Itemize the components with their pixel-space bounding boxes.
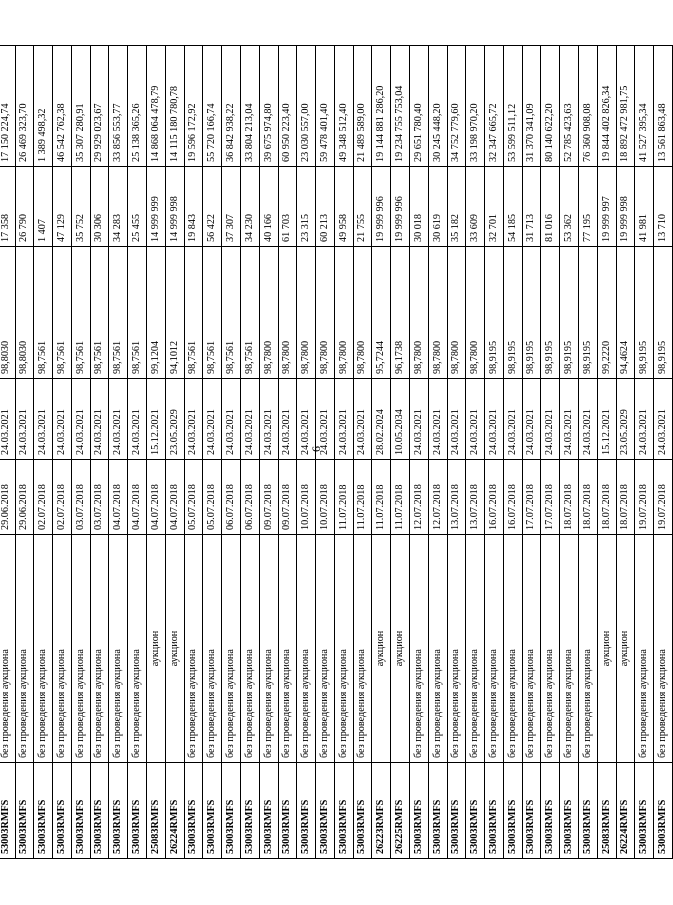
price-cell: 96,1738 xyxy=(391,247,410,379)
table-row xyxy=(71,46,90,859)
placement-date-cell: 19.07.2018 xyxy=(654,460,673,535)
issue-code-cell: 26224RMFS xyxy=(616,763,635,859)
quantity-cell: 35 182 xyxy=(447,167,466,247)
placement-date-cell: 11.07.2018 xyxy=(353,460,372,535)
table-row xyxy=(222,46,241,859)
maturity-date-cell: 24.03.2021 xyxy=(222,379,241,460)
placement-date-cell: 29.06.2018 xyxy=(0,460,15,535)
quantity-cell: 26 790 xyxy=(15,167,34,247)
placement-method-cell: без проведения аукциона xyxy=(316,535,335,763)
placement-date-cell: 03.07.2018 xyxy=(71,460,90,535)
maturity-date-cell: 24.03.2021 xyxy=(353,379,372,460)
price-cell: 98,7561 xyxy=(184,247,203,379)
quantity-cell: 30 619 xyxy=(428,167,447,247)
maturity-date-cell: 24.03.2021 xyxy=(0,379,15,460)
issue-code-cell: 53003RMFS xyxy=(428,763,447,859)
placement-method-cell: без проведения аукциона xyxy=(53,535,72,763)
amount-cell: 33 198 970,20 xyxy=(466,46,485,167)
placement-method-cell: без проведения аукциона xyxy=(654,535,673,763)
amount-cell: 53 599 511,12 xyxy=(503,46,522,167)
amount-cell: 14 868 064 478,79 xyxy=(147,46,166,167)
placement-date-cell: 04.07.2018 xyxy=(165,460,184,535)
table-body xyxy=(0,46,673,859)
price-cell: 98,9195 xyxy=(579,247,598,379)
placement-date-cell: 11.07.2018 xyxy=(372,460,391,535)
amount-cell: 14 115 180 780,78 xyxy=(165,46,184,167)
placement-date-cell: 02.07.2018 xyxy=(53,460,72,535)
quantity-cell: 1 407 xyxy=(34,167,53,247)
maturity-date-cell: 24.03.2021 xyxy=(203,379,222,460)
table-row xyxy=(34,46,53,859)
placement-date-cell: 18.07.2018 xyxy=(616,460,635,535)
placement-date-cell: 12.07.2018 xyxy=(409,460,428,535)
maturity-date-cell: 24.03.2021 xyxy=(128,379,147,460)
amount-cell: 23 030 557,00 xyxy=(297,46,316,167)
placement-date-cell: 09.07.2018 xyxy=(259,460,278,535)
table-row xyxy=(503,46,522,859)
maturity-date-cell: 24.03.2021 xyxy=(654,379,673,460)
maturity-date-cell: 15.12.2021 xyxy=(147,379,166,460)
quantity-cell: 47 129 xyxy=(53,167,72,247)
quantity-cell: 13 710 xyxy=(654,167,673,247)
issue-code-cell: 53003RMFS xyxy=(34,763,53,859)
page-number: 6 xyxy=(309,446,323,452)
maturity-date-cell: 24.03.2021 xyxy=(240,379,259,460)
table-row xyxy=(447,46,466,859)
amount-cell: 59 478 401,40 xyxy=(316,46,335,167)
placement-date-cell: 10.07.2018 xyxy=(316,460,335,535)
issue-code-cell: 53003RMFS xyxy=(184,763,203,859)
table-row xyxy=(316,46,335,859)
issue-code-cell: 25083RMFS xyxy=(147,763,166,859)
placement-method-cell: без проведения аукциона xyxy=(334,535,353,763)
table-row xyxy=(522,46,541,859)
quantity-cell: 19 999 998 xyxy=(616,167,635,247)
price-cell: 99,1204 xyxy=(147,247,166,379)
issue-code-cell: 26224RMFS xyxy=(165,763,184,859)
issue-code-cell: 53003RMFS xyxy=(240,763,259,859)
table-row xyxy=(616,46,635,859)
maturity-date-cell: 24.03.2021 xyxy=(90,379,109,460)
placement-date-cell: 04.07.2018 xyxy=(109,460,128,535)
amount-cell: 36 842 938,22 xyxy=(222,46,241,167)
quantity-cell: 25 455 xyxy=(128,167,147,247)
placement-date-cell: 05.07.2018 xyxy=(184,460,203,535)
maturity-date-cell: 24.03.2021 xyxy=(316,379,335,460)
placement-date-cell: 13.07.2018 xyxy=(447,460,466,535)
placement-method-cell: без проведения аукциона xyxy=(522,535,541,763)
maturity-date-cell: 24.03.2021 xyxy=(278,379,297,460)
quantity-cell: 19 999 996 xyxy=(391,167,410,247)
issue-code-cell: 53003RMFS xyxy=(278,763,297,859)
table-row xyxy=(147,46,166,859)
price-cell: 98,7561 xyxy=(203,247,222,379)
price-cell: 98,7561 xyxy=(222,247,241,379)
placement-method-cell: без проведения аукциона xyxy=(560,535,579,763)
placement-method-cell: без проведения аукциона xyxy=(278,535,297,763)
placement-date-cell: 04.07.2018 xyxy=(128,460,147,535)
placement-method-cell: без проведения аукциона xyxy=(109,535,128,763)
table-row xyxy=(560,46,579,859)
issue-code-cell: 53003RMFS xyxy=(71,763,90,859)
placement-method-cell: без проведения аукциона xyxy=(447,535,466,763)
table-row xyxy=(391,46,410,859)
placement-method-cell: без проведения аукциона xyxy=(503,535,522,763)
placement-date-cell: 16.07.2018 xyxy=(485,460,504,535)
quantity-cell: 33 609 xyxy=(466,167,485,247)
quantity-cell: 49 958 xyxy=(334,167,353,247)
placement-method-cell: без проведения аукциона xyxy=(184,535,203,763)
price-cell: 98,7800 xyxy=(278,247,297,379)
placement-date-cell: 06.07.2018 xyxy=(240,460,259,535)
placement-date-cell: 03.07.2018 xyxy=(90,460,109,535)
quantity-cell: 41 981 xyxy=(635,167,654,247)
maturity-date-cell: 24.03.2021 xyxy=(71,379,90,460)
quantity-cell: 19 999 997 xyxy=(597,167,616,247)
price-cell: 98,8030 xyxy=(0,247,15,379)
maturity-date-cell: 24.03.2021 xyxy=(560,379,579,460)
price-cell: 98,7561 xyxy=(240,247,259,379)
quantity-cell: 53 362 xyxy=(560,167,579,247)
placement-date-cell: 10.07.2018 xyxy=(297,460,316,535)
table-row xyxy=(259,46,278,859)
placement-date-cell: 13.07.2018 xyxy=(466,460,485,535)
quantity-cell: 19 843 xyxy=(184,167,203,247)
amount-cell: 33 856 553,77 xyxy=(109,46,128,167)
table-row xyxy=(597,46,616,859)
table-row xyxy=(579,46,598,859)
table-row xyxy=(541,46,560,859)
placement-method-cell: без проведения аукциона xyxy=(466,535,485,763)
placement-method-cell: аукцион xyxy=(372,535,391,763)
quantity-cell: 61 703 xyxy=(278,167,297,247)
price-cell: 94,1012 xyxy=(165,247,184,379)
issue-code-cell: 53003RMFS xyxy=(90,763,109,859)
amount-cell: 39 675 974,80 xyxy=(259,46,278,167)
table-row xyxy=(428,46,447,859)
price-cell: 95,7244 xyxy=(372,247,391,379)
issue-code-cell: 53003RMFS xyxy=(485,763,504,859)
price-cell: 98,7561 xyxy=(53,247,72,379)
table-row xyxy=(90,46,109,859)
placement-method-cell: без проведения аукциона xyxy=(485,535,504,763)
table-row xyxy=(203,46,222,859)
placement-method-cell: аукцион xyxy=(165,535,184,763)
table-row xyxy=(184,46,203,859)
maturity-date-cell: 24.03.2021 xyxy=(334,379,353,460)
maturity-date-cell: 24.03.2021 xyxy=(53,379,72,460)
issue-code-cell: 26223RMFS xyxy=(372,763,391,859)
table-row xyxy=(165,46,184,859)
placement-date-cell: 19.07.2018 xyxy=(635,460,654,535)
maturity-date-cell: 24.03.2021 xyxy=(635,379,654,460)
price-cell: 98,7800 xyxy=(428,247,447,379)
issue-code-cell: 25083RMFS xyxy=(597,763,616,859)
amount-cell: 30 245 448,20 xyxy=(428,46,447,167)
quantity-cell: 81 016 xyxy=(541,167,560,247)
maturity-date-cell: 24.03.2021 xyxy=(447,379,466,460)
issue-code-cell: 53003RMFS xyxy=(222,763,241,859)
maturity-date-cell: 24.03.2021 xyxy=(259,379,278,460)
placement-method-cell: без проведения аукциона xyxy=(34,535,53,763)
amount-cell: 33 804 213,04 xyxy=(240,46,259,167)
issue-code-cell: 53003RMFS xyxy=(128,763,147,859)
issue-code-cell: 53003RMFS xyxy=(541,763,560,859)
table-row xyxy=(409,46,428,859)
price-cell: 98,9195 xyxy=(560,247,579,379)
placement-date-cell: 09.07.2018 xyxy=(278,460,297,535)
quantity-cell: 17 358 xyxy=(0,167,15,247)
price-cell: 99,2220 xyxy=(597,247,616,379)
amount-cell: 19 144 881 286,20 xyxy=(372,46,391,167)
quantity-cell: 31 713 xyxy=(522,167,541,247)
price-cell: 98,7561 xyxy=(128,247,147,379)
placement-method-cell: без проведения аукциона xyxy=(635,535,654,763)
amount-cell: 29 929 023,67 xyxy=(90,46,109,167)
amount-cell: 32 347 665,72 xyxy=(485,46,504,167)
amount-cell: 46 542 762,38 xyxy=(53,46,72,167)
quantity-cell: 56 422 xyxy=(203,167,222,247)
price-cell: 98,9195 xyxy=(654,247,673,379)
placement-method-cell: без проведения аукциона xyxy=(541,535,560,763)
quantity-cell: 23 315 xyxy=(297,167,316,247)
placement-date-cell: 04.07.2018 xyxy=(147,460,166,535)
quantity-cell: 40 166 xyxy=(259,167,278,247)
table-row xyxy=(485,46,504,859)
issue-code-cell: 53003RMFS xyxy=(53,763,72,859)
amount-cell: 1 389 498,32 xyxy=(34,46,53,167)
placement-date-cell: 17.07.2018 xyxy=(522,460,541,535)
placement-method-cell: без проведения аукциона xyxy=(0,535,15,763)
maturity-date-cell: 28.02.2024 xyxy=(372,379,391,460)
amount-cell: 13 561 863,48 xyxy=(654,46,673,167)
placement-method-cell: без проведения аукциона xyxy=(428,535,447,763)
maturity-date-cell: 24.03.2021 xyxy=(15,379,34,460)
issue-code-cell: 53003RMFS xyxy=(334,763,353,859)
issue-code-cell: 53003RMFS xyxy=(316,763,335,859)
amount-cell: 18 892 472 981,75 xyxy=(616,46,635,167)
amount-cell: 52 785 423,63 xyxy=(560,46,579,167)
maturity-date-cell: 24.03.2021 xyxy=(109,379,128,460)
issue-code-cell: 53003RMFS xyxy=(297,763,316,859)
price-cell: 98,7561 xyxy=(90,247,109,379)
price-cell: 98,7800 xyxy=(297,247,316,379)
maturity-date-cell: 24.03.2021 xyxy=(409,379,428,460)
quantity-cell: 54 185 xyxy=(503,167,522,247)
maturity-date-cell: 24.03.2021 xyxy=(184,379,203,460)
table-row xyxy=(128,46,147,859)
maturity-date-cell: 24.03.2021 xyxy=(428,379,447,460)
issue-code-cell: 53003RMFS xyxy=(579,763,598,859)
issue-code-cell: 53003RMFS xyxy=(259,763,278,859)
maturity-date-cell: 24.03.2021 xyxy=(485,379,504,460)
maturity-date-cell: 24.03.2021 xyxy=(541,379,560,460)
quantity-cell: 34 230 xyxy=(240,167,259,247)
placement-date-cell: 05.07.2018 xyxy=(203,460,222,535)
issue-code-cell: 53003RMFS xyxy=(503,763,522,859)
table-row xyxy=(278,46,297,859)
maturity-date-cell: 24.03.2021 xyxy=(297,379,316,460)
quantity-cell: 32 701 xyxy=(485,167,504,247)
amount-cell: 34 752 779,60 xyxy=(447,46,466,167)
issue-code-cell: 53003RMFS xyxy=(522,763,541,859)
quantity-cell: 14 999 998 xyxy=(165,167,184,247)
placement-date-cell: 16.07.2018 xyxy=(503,460,522,535)
placement-date-cell: 29.06.2018 xyxy=(15,460,34,535)
price-cell: 94,4624 xyxy=(616,247,635,379)
maturity-date-cell: 15.12.2021 xyxy=(597,379,616,460)
amount-cell: 60 950 223,40 xyxy=(278,46,297,167)
issue-code-cell: 53003RMFS xyxy=(447,763,466,859)
rotated-table-wrapper xyxy=(0,46,673,859)
placement-date-cell: 11.07.2018 xyxy=(391,460,410,535)
price-cell: 98,7561 xyxy=(34,247,53,379)
amount-cell: 26 469 323,70 xyxy=(15,46,34,167)
amount-cell: 49 348 512,40 xyxy=(334,46,353,167)
price-cell: 98,9195 xyxy=(503,247,522,379)
quantity-cell: 35 752 xyxy=(71,167,90,247)
table-row xyxy=(0,46,15,859)
price-cell: 98,7800 xyxy=(447,247,466,379)
placement-method-cell: без проведения аукциона xyxy=(259,535,278,763)
price-cell: 98,8030 xyxy=(15,247,34,379)
table-row xyxy=(109,46,128,859)
table-row xyxy=(353,46,372,859)
placement-date-cell: 12.07.2018 xyxy=(428,460,447,535)
maturity-date-cell: 24.03.2021 xyxy=(522,379,541,460)
issue-code-cell: 53003RMFS xyxy=(0,763,15,859)
table-row xyxy=(334,46,353,859)
issue-code-cell: 53003RMFS xyxy=(109,763,128,859)
placement-method-cell: без проведения аукциона xyxy=(90,535,109,763)
price-cell: 98,9195 xyxy=(485,247,504,379)
placement-date-cell: 06.07.2018 xyxy=(222,460,241,535)
placement-method-cell: без проведения аукциона xyxy=(579,535,598,763)
placement-date-cell: 11.07.2018 xyxy=(334,460,353,535)
placement-date-cell: 02.07.2018 xyxy=(34,460,53,535)
placement-method-cell: аукцион xyxy=(616,535,635,763)
placement-date-cell: 17.07.2018 xyxy=(541,460,560,535)
issue-code-cell: 53003RMFS xyxy=(560,763,579,859)
issue-code-cell: 53003RMFS xyxy=(203,763,222,859)
amount-cell: 29 651 780,40 xyxy=(409,46,428,167)
amount-cell: 21 489 589,00 xyxy=(353,46,372,167)
amount-cell: 17 150 224,74 xyxy=(0,46,15,167)
table-row xyxy=(654,46,673,859)
placement-method-cell: аукцион xyxy=(391,535,410,763)
maturity-date-cell: 10.05.2034 xyxy=(391,379,410,460)
amount-cell: 19 844 402 826,34 xyxy=(597,46,616,167)
table-row xyxy=(15,46,34,859)
amount-cell: 31 370 341,09 xyxy=(522,46,541,167)
quantity-cell: 21 755 xyxy=(353,167,372,247)
price-cell: 98,7800 xyxy=(466,247,485,379)
price-cell: 98,9195 xyxy=(541,247,560,379)
issue-code-cell: 53003RMFS xyxy=(353,763,372,859)
issue-code-cell: 53003RMFS xyxy=(409,763,428,859)
amount-cell: 41 527 395,34 xyxy=(635,46,654,167)
amount-cell: 76 360 908,08 xyxy=(579,46,598,167)
placement-method-cell: аукцион xyxy=(147,535,166,763)
price-cell: 98,9195 xyxy=(522,247,541,379)
quantity-cell: 77 195 xyxy=(579,167,598,247)
placement-date-cell: 18.07.2018 xyxy=(597,460,616,535)
amount-cell: 80 140 622,20 xyxy=(541,46,560,167)
placement-method-cell: без проведения аукциона xyxy=(128,535,147,763)
amount-cell: 19 234 755 753,04 xyxy=(391,46,410,167)
placement-method-cell: без проведения аукциона xyxy=(15,535,34,763)
issue-code-cell: 26225RMFS xyxy=(391,763,410,859)
issue-code-cell: 53003RMFS xyxy=(466,763,485,859)
price-cell: 98,7561 xyxy=(71,247,90,379)
amount-cell: 55 720 166,74 xyxy=(203,46,222,167)
maturity-date-cell: 24.03.2021 xyxy=(466,379,485,460)
quantity-cell: 14 999 999 xyxy=(147,167,166,247)
issue-code-cell: 53003RMFS xyxy=(635,763,654,859)
maturity-date-cell: 24.03.2021 xyxy=(579,379,598,460)
table-row xyxy=(240,46,259,859)
placement-method-cell: без проведения аукциона xyxy=(297,535,316,763)
price-cell: 98,9195 xyxy=(635,247,654,379)
table-row xyxy=(466,46,485,859)
placement-date-cell: 18.07.2018 xyxy=(560,460,579,535)
table-row xyxy=(297,46,316,859)
price-cell: 98,7800 xyxy=(334,247,353,379)
quantity-cell: 34 283 xyxy=(109,167,128,247)
placement-method-cell: без проведения аукциона xyxy=(203,535,222,763)
placement-method-cell: без проведения аукциона xyxy=(71,535,90,763)
quantity-cell: 19 999 996 xyxy=(372,167,391,247)
table-row xyxy=(53,46,72,859)
issue-code-cell: 53003RMFS xyxy=(15,763,34,859)
maturity-date-cell: 23.05.2029 xyxy=(165,379,184,460)
placement-method-cell: без проведения аукциона xyxy=(353,535,372,763)
placement-table xyxy=(0,45,673,859)
maturity-date-cell: 23.05.2029 xyxy=(616,379,635,460)
price-cell: 98,7800 xyxy=(316,247,335,379)
quantity-cell: 30 306 xyxy=(90,167,109,247)
quantity-cell: 37 307 xyxy=(222,167,241,247)
quantity-cell: 60 213 xyxy=(316,167,335,247)
amount-cell: 19 596 172,92 xyxy=(184,46,203,167)
maturity-date-cell: 24.03.2021 xyxy=(34,379,53,460)
amount-cell: 35 307 280,91 xyxy=(71,46,90,167)
price-cell: 98,7800 xyxy=(259,247,278,379)
table-row xyxy=(372,46,391,859)
price-cell: 98,7561 xyxy=(109,247,128,379)
placement-method-cell: без проведения аукциона xyxy=(240,535,259,763)
placement-method-cell: без проведения аукциона xyxy=(409,535,428,763)
placement-date-cell: 18.07.2018 xyxy=(579,460,598,535)
price-cell: 98,7800 xyxy=(409,247,428,379)
maturity-date-cell: 24.03.2021 xyxy=(503,379,522,460)
table-row xyxy=(635,46,654,859)
price-cell: 98,7800 xyxy=(353,247,372,379)
quantity-cell: 30 018 xyxy=(409,167,428,247)
amount-cell: 25 138 365,26 xyxy=(128,46,147,167)
issue-code-cell: 53003RMFS xyxy=(654,763,673,859)
placement-method-cell: без проведения аукциона xyxy=(222,535,241,763)
placement-method-cell: аукцион xyxy=(597,535,616,763)
